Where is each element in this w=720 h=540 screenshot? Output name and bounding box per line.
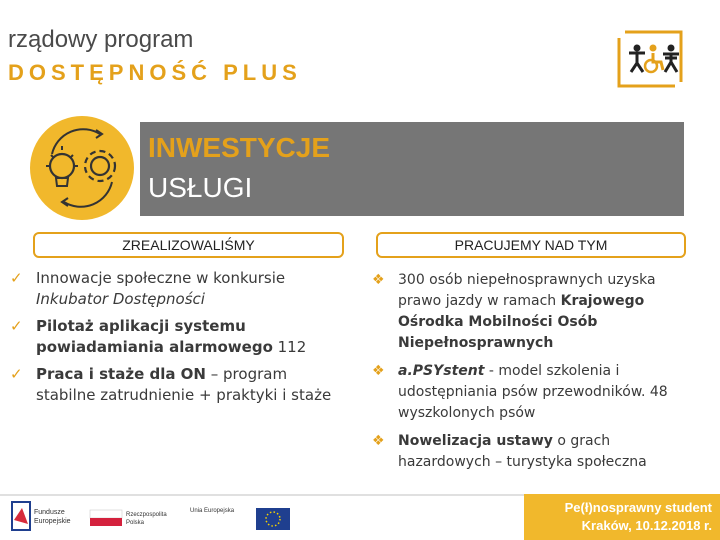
item-emphasis: Pilotaż aplikacji systemu powiadamiania alarmowego — [36, 317, 273, 356]
check-icon: ✓ — [10, 317, 23, 335]
event-footer — [524, 494, 720, 540]
list-item — [10, 364, 350, 406]
item-text: o grach hazardowych – turystyka społeczna — [398, 433, 647, 470]
diamond-bullet-icon: ❖ — [372, 433, 385, 449]
svg-text:Polska: Polska — [126, 520, 145, 526]
achievements-list — [10, 268, 350, 412]
list-item — [372, 270, 702, 354]
svg-text:Rzeczpospolita: Rzeczpospolita — [126, 512, 167, 518]
section-banner — [140, 122, 684, 216]
list-item — [10, 268, 350, 310]
program-label: rządowy program — [8, 26, 194, 53]
item-emphasis: Nowelizacja ustawy — [398, 433, 553, 449]
item-emphasis: Inkubator Dostępności — [36, 290, 205, 308]
item-text: Innowacje społeczne w konkursie — [36, 269, 286, 287]
check-icon: ✓ — [10, 269, 23, 287]
item-text: – program stabilne zatrudnienie + praktyki i staże — [36, 365, 332, 404]
svg-text:Europejskie: Europejskie — [34, 518, 71, 525]
left-column-header: ZREALIZOWALIŚMY — [33, 232, 344, 258]
event-date-location: Kraków, 10.12.2018 r. — [581, 518, 712, 533]
accessibility-logo-icon — [615, 28, 691, 90]
diamond-bullet-icon: ❖ — [372, 272, 385, 288]
item-text: 300 osób niepełnosprawnych uzyska prawo jazdy w ramach — [398, 272, 656, 309]
right-column-header: PRACUJEMY NAD TYM — [376, 232, 686, 258]
banner-subtitle: USŁUGI — [148, 172, 253, 203]
eu-funding-logos — [0, 496, 540, 540]
program-title: DOSTĘPNOŚĆ PLUS — [8, 60, 302, 85]
list-item — [10, 316, 350, 358]
list-item — [372, 361, 702, 424]
eu-flag-icon — [190, 508, 290, 530]
check-icon: ✓ — [10, 365, 23, 383]
innovation-services-icon — [30, 116, 134, 220]
item-text: 112 — [272, 338, 307, 356]
in-progress-list — [372, 270, 702, 480]
item-text: - model szkolenia i udostępniania psów przewodników. 48 wyszkolonych psów — [398, 363, 668, 421]
event-name: Pe(ł)nosprawny student — [564, 500, 712, 515]
list-item — [372, 431, 702, 473]
diamond-bullet-icon: ❖ — [372, 363, 385, 379]
svg-text:Unia Europejska: Unia Europejska — [190, 508, 235, 514]
banner-title: INWESTYCJE — [148, 132, 331, 163]
svg-text:Fundusze: Fundusze — [34, 509, 65, 516]
item-emphasis: a.PSYstent — [398, 363, 485, 379]
item-emphasis: Krajowego Ośrodka Mobilności Osób Niepełnosprawnych — [398, 293, 645, 351]
fundusze-europejskie-logo-icon — [12, 502, 71, 530]
polish-flag-icon — [90, 510, 167, 526]
item-emphasis: Praca i staże dla ON — [36, 365, 206, 383]
